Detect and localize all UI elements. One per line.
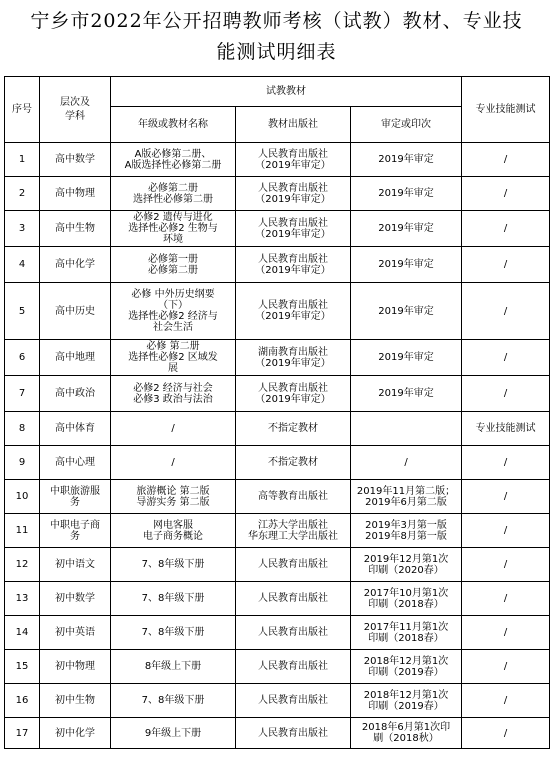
row-textbook-line: 导游实务 第二版 bbox=[136, 496, 210, 508]
row-publisher bbox=[236, 446, 351, 480]
row-publisher bbox=[236, 412, 351, 446]
row-textbook bbox=[111, 340, 236, 376]
table-row bbox=[5, 718, 550, 749]
row-textbook bbox=[111, 684, 236, 718]
row-review bbox=[351, 446, 462, 480]
row-subject-line: 高中数学 bbox=[55, 154, 95, 165]
row-textbook-line: 7、8年级下册 bbox=[141, 627, 205, 638]
row-publisher-line: （2019年审定） bbox=[255, 159, 331, 171]
row-publisher-line: 湖南教育出版社 bbox=[258, 346, 328, 358]
row-number: 2 bbox=[5, 177, 40, 211]
table-body bbox=[5, 143, 550, 749]
row-subject-line: 务 bbox=[70, 496, 80, 508]
row-review bbox=[351, 548, 462, 582]
row-review-line: 印刷（2018春） bbox=[368, 598, 444, 610]
row-number: 9 bbox=[5, 446, 40, 480]
row-subject-line: 高中体育 bbox=[55, 423, 95, 434]
row-textbook bbox=[111, 247, 236, 283]
row-review-line: 2019年审定 bbox=[378, 259, 434, 270]
row-subject-line: 初中物理 bbox=[55, 661, 95, 672]
row-subject-line: 中职电子商 bbox=[50, 519, 100, 531]
document-title bbox=[4, 6, 549, 68]
row-textbook-line: 选择性必修2 经济与 bbox=[128, 311, 218, 322]
row-review bbox=[351, 650, 462, 684]
row-textbook bbox=[111, 446, 236, 480]
row-textbook-line: 7、8年级下册 bbox=[141, 559, 205, 570]
row-textbook-line: 必修第二册 bbox=[148, 182, 198, 194]
row-textbook bbox=[111, 514, 236, 548]
row-textbook bbox=[111, 412, 236, 446]
row-publisher-line: 不指定教材 bbox=[268, 457, 318, 468]
row-skill-test: / bbox=[462, 247, 550, 283]
header-review: 审定或印次 bbox=[351, 107, 462, 143]
row-review-line: 2018年12月第1次 bbox=[363, 689, 449, 701]
title-line-2: 能测试明细表 bbox=[216, 41, 337, 63]
row-review-line: 印刷（2018春） bbox=[368, 632, 444, 644]
row-review-line: 2019年11月第二版； bbox=[356, 485, 456, 497]
row-review bbox=[351, 480, 462, 514]
row-review bbox=[351, 616, 462, 650]
row-number: 1 bbox=[5, 143, 40, 177]
header-level-line-2: 学科 bbox=[65, 111, 85, 122]
row-subject bbox=[40, 376, 111, 412]
row-textbook-line: 7、8年级下册 bbox=[141, 593, 205, 604]
row-textbook-line: A版选择性必修第二册 bbox=[124, 159, 222, 171]
row-subject-line: 中职旅游服 bbox=[50, 485, 100, 497]
row-subject-line: 高中化学 bbox=[55, 259, 95, 270]
row-subject bbox=[40, 143, 111, 177]
table-row bbox=[5, 376, 550, 412]
row-textbook-line: 7、8年级下册 bbox=[141, 695, 205, 706]
table-row bbox=[5, 143, 550, 177]
row-subject bbox=[40, 247, 111, 283]
row-skill-test: / bbox=[462, 582, 550, 616]
row-subject-line: 高中地理 bbox=[55, 352, 95, 363]
row-number: 8 bbox=[5, 412, 40, 446]
row-number: 3 bbox=[5, 211, 40, 247]
row-review-line: 2019年审定 bbox=[378, 154, 434, 165]
textbook-table bbox=[4, 76, 550, 749]
row-subject-line: 初中英语 bbox=[55, 627, 95, 638]
row-number: 17 bbox=[5, 718, 40, 749]
row-textbook bbox=[111, 582, 236, 616]
row-publisher bbox=[236, 376, 351, 412]
row-subject bbox=[40, 283, 111, 340]
row-review-line: 2018年6月第1次印 bbox=[361, 722, 451, 733]
row-textbook bbox=[111, 650, 236, 684]
row-publisher bbox=[236, 283, 351, 340]
row-review bbox=[351, 211, 462, 247]
row-subject bbox=[40, 177, 111, 211]
row-publisher-line: 人民教育出版社 bbox=[258, 593, 328, 604]
row-review-line: / bbox=[404, 457, 408, 468]
row-publisher bbox=[236, 548, 351, 582]
header-level bbox=[40, 77, 111, 143]
row-publisher-line: （2019年审定） bbox=[255, 193, 331, 205]
row-subject-line: 高中物理 bbox=[55, 188, 95, 199]
row-publisher-line: 人民教育出版社 bbox=[258, 217, 328, 229]
table-row bbox=[5, 340, 550, 376]
header-textbook-group: 试教教材 bbox=[111, 77, 462, 107]
row-skill-test: / bbox=[462, 718, 550, 749]
header-skill: 专业技能测试 bbox=[462, 77, 550, 143]
row-number: 13 bbox=[5, 582, 40, 616]
row-number: 12 bbox=[5, 548, 40, 582]
row-number: 4 bbox=[5, 247, 40, 283]
row-skill-test: 专业技能测试 bbox=[462, 412, 550, 446]
row-review-line: 2019年审定 bbox=[378, 223, 434, 234]
row-publisher-line: （2019年审定） bbox=[255, 264, 331, 276]
row-review-line: 2019年审定 bbox=[378, 188, 434, 199]
row-skill-test: / bbox=[462, 616, 550, 650]
row-skill-test: / bbox=[462, 177, 550, 211]
row-textbook-line: / bbox=[171, 457, 175, 468]
row-review bbox=[351, 247, 462, 283]
row-subject-line: 务 bbox=[70, 530, 80, 542]
row-textbook bbox=[111, 211, 236, 247]
row-review-line: 2019年8月第一版 bbox=[365, 530, 447, 542]
table-row bbox=[5, 446, 550, 480]
row-review-line: 2019年6月第二版 bbox=[365, 496, 447, 508]
row-publisher-line: 人民教育出版社 bbox=[258, 300, 328, 311]
row-review-line: 印刷（2019春） bbox=[368, 700, 444, 712]
row-skill-test: / bbox=[462, 283, 550, 340]
row-subject bbox=[40, 412, 111, 446]
table-row bbox=[5, 177, 550, 211]
row-subject bbox=[40, 718, 111, 749]
header-level-line-1: 层次及 bbox=[60, 97, 90, 108]
row-subject bbox=[40, 211, 111, 247]
row-publisher bbox=[236, 480, 351, 514]
row-publisher bbox=[236, 616, 351, 650]
row-subject bbox=[40, 480, 111, 514]
row-number: 14 bbox=[5, 616, 40, 650]
row-publisher bbox=[236, 247, 351, 283]
row-review bbox=[351, 340, 462, 376]
row-skill-test: / bbox=[462, 446, 550, 480]
row-number: 6 bbox=[5, 340, 40, 376]
row-textbook-line: 网电客服 bbox=[153, 519, 193, 531]
row-skill-test: / bbox=[462, 211, 550, 247]
row-subject bbox=[40, 684, 111, 718]
row-publisher bbox=[236, 340, 351, 376]
row-skill-test: / bbox=[462, 480, 550, 514]
row-textbook bbox=[111, 548, 236, 582]
row-publisher-line: （2019年审定） bbox=[255, 228, 331, 240]
row-review bbox=[351, 376, 462, 412]
row-textbook-line: 8年级上下册 bbox=[144, 661, 202, 672]
row-review bbox=[351, 177, 462, 211]
row-publisher-line: 人民教育出版社 bbox=[258, 661, 328, 672]
row-publisher-line: （2019年审定） bbox=[255, 393, 331, 405]
row-number: 16 bbox=[5, 684, 40, 718]
table-row bbox=[5, 616, 550, 650]
row-textbook-line: 选择性必修第二册 bbox=[133, 193, 213, 205]
row-textbook bbox=[111, 480, 236, 514]
row-review-line: 2019年12月第1次 bbox=[363, 553, 449, 565]
header-row-1 bbox=[5, 77, 550, 107]
row-subject bbox=[40, 650, 111, 684]
row-publisher-line: 人民教育出版社 bbox=[258, 182, 328, 194]
row-publisher bbox=[236, 718, 351, 749]
row-review-line: 2019年审定 bbox=[378, 305, 434, 317]
row-textbook-line: 必修2 经济与社会 bbox=[133, 382, 213, 394]
row-textbook-line: 必修第一册 bbox=[148, 253, 198, 265]
row-publisher-line: 人民教育出版社 bbox=[258, 382, 328, 394]
row-textbook bbox=[111, 143, 236, 177]
row-review bbox=[351, 582, 462, 616]
row-textbook-line: 电子商务概论 bbox=[143, 530, 203, 542]
row-subject-line: 高中政治 bbox=[55, 388, 95, 399]
row-skill-test: / bbox=[462, 650, 550, 684]
row-publisher-line: 人民教育出版社 bbox=[258, 627, 328, 638]
table-row bbox=[5, 480, 550, 514]
row-publisher-line: 人民教育出版社 bbox=[258, 559, 328, 570]
row-number: 7 bbox=[5, 376, 40, 412]
table-row bbox=[5, 650, 550, 684]
row-textbook-line: 必修2 遗传与进化 bbox=[133, 212, 213, 223]
row-subject-line: 初中生物 bbox=[55, 695, 95, 706]
row-textbook-line: 展 bbox=[168, 363, 178, 374]
row-subject-line: 初中化学 bbox=[55, 727, 95, 739]
row-publisher bbox=[236, 582, 351, 616]
row-publisher-line: 人民教育出版社 bbox=[258, 253, 328, 265]
header-grade-name: 年级或教材名称 bbox=[111, 107, 236, 143]
row-textbook-line: 必修3 政治与法治 bbox=[133, 393, 213, 405]
row-textbook-line: 9年级上下册 bbox=[144, 727, 202, 739]
row-number: 11 bbox=[5, 514, 40, 548]
row-review bbox=[351, 514, 462, 548]
table-row bbox=[5, 582, 550, 616]
table-row bbox=[5, 247, 550, 283]
row-subject-line: 高中历史 bbox=[55, 305, 95, 317]
row-subject bbox=[40, 548, 111, 582]
row-textbook-line: 旅游概论 第二版 bbox=[136, 485, 210, 497]
row-textbook-line: （下） bbox=[158, 300, 188, 311]
row-review-line: 2019年审定 bbox=[378, 388, 434, 399]
header-publisher: 教材出版社 bbox=[236, 107, 351, 143]
row-review bbox=[351, 412, 462, 446]
row-textbook-line: 必修 中外历史纲要 bbox=[131, 289, 215, 300]
row-review-line: 印刷（2020春） bbox=[368, 564, 444, 576]
row-textbook-line: 必修 第二册 bbox=[146, 341, 200, 352]
row-review-line: 2018年12月第1次 bbox=[363, 655, 449, 667]
row-review-line: 2019年3月第一版 bbox=[365, 519, 447, 531]
table-row bbox=[5, 283, 550, 340]
row-number: 10 bbox=[5, 480, 40, 514]
row-textbook-line: 选择性必修2 生物与 bbox=[128, 223, 218, 234]
row-textbook bbox=[111, 177, 236, 211]
row-textbook-line: 选择性必修2 区域发 bbox=[128, 352, 218, 363]
row-review-line: 印刷（2019春） bbox=[368, 666, 444, 678]
row-textbook bbox=[111, 283, 236, 340]
row-textbook bbox=[111, 616, 236, 650]
row-publisher-line: 人民教育出版社 bbox=[258, 727, 328, 739]
row-publisher bbox=[236, 684, 351, 718]
row-publisher bbox=[236, 650, 351, 684]
row-subject bbox=[40, 340, 111, 376]
row-review bbox=[351, 143, 462, 177]
row-subject-line: 初中数学 bbox=[55, 593, 95, 604]
table-row bbox=[5, 211, 550, 247]
row-subject-line: 初中语文 bbox=[55, 559, 95, 570]
row-number: 5 bbox=[5, 283, 40, 340]
row-review bbox=[351, 283, 462, 340]
row-publisher bbox=[236, 177, 351, 211]
row-skill-test: / bbox=[462, 548, 550, 582]
row-review-line: 2017年10月第1次 bbox=[363, 587, 449, 599]
row-textbook-line: A版必修第二册、 bbox=[134, 148, 212, 160]
table-row bbox=[5, 684, 550, 718]
row-publisher-line: （2019年审定） bbox=[255, 311, 331, 322]
row-textbook-line: 必修第二册 bbox=[148, 264, 198, 276]
row-publisher-line: （2019年审定） bbox=[255, 357, 331, 369]
row-publisher bbox=[236, 514, 351, 548]
row-subject bbox=[40, 514, 111, 548]
row-subject bbox=[40, 582, 111, 616]
row-review bbox=[351, 718, 462, 749]
row-publisher bbox=[236, 211, 351, 247]
row-subject bbox=[40, 616, 111, 650]
row-publisher-line: 高等教育出版社 bbox=[258, 491, 328, 502]
row-number: 15 bbox=[5, 650, 40, 684]
table-row bbox=[5, 548, 550, 582]
table-row bbox=[5, 412, 550, 446]
row-review-line: 刷（2018秋） bbox=[373, 733, 439, 744]
row-textbook-line: 社会生活 bbox=[153, 322, 193, 333]
row-publisher-line: 江苏大学出版社 bbox=[258, 519, 328, 531]
row-textbook-line: 环境 bbox=[163, 234, 183, 245]
row-textbook-line: / bbox=[171, 423, 175, 434]
row-skill-test: / bbox=[462, 514, 550, 548]
row-review bbox=[351, 684, 462, 718]
row-subject-line: 高中心理 bbox=[55, 457, 95, 468]
row-publisher-line: 人民教育出版社 bbox=[258, 148, 328, 160]
row-subject bbox=[40, 446, 111, 480]
row-textbook bbox=[111, 718, 236, 749]
table-row bbox=[5, 514, 550, 548]
row-publisher bbox=[236, 143, 351, 177]
header-seq: 序号 bbox=[5, 77, 40, 143]
row-textbook bbox=[111, 376, 236, 412]
row-skill-test: / bbox=[462, 143, 550, 177]
row-review-line: 2019年审定 bbox=[378, 352, 434, 363]
row-skill-test: / bbox=[462, 684, 550, 718]
row-skill-test: / bbox=[462, 340, 550, 376]
title-line-1: 宁乡市2022年公开招聘教师考核（试教）教材、专业技 bbox=[30, 10, 523, 32]
row-review-line: 2017年11月第1次 bbox=[363, 621, 449, 633]
row-subject-line: 高中生物 bbox=[55, 223, 95, 234]
row-publisher-line: 华东理工大学出版社 bbox=[248, 530, 338, 542]
row-publisher-line: 不指定教材 bbox=[268, 423, 318, 434]
row-publisher-line: 人民教育出版社 bbox=[258, 695, 328, 706]
row-skill-test: / bbox=[462, 376, 550, 412]
